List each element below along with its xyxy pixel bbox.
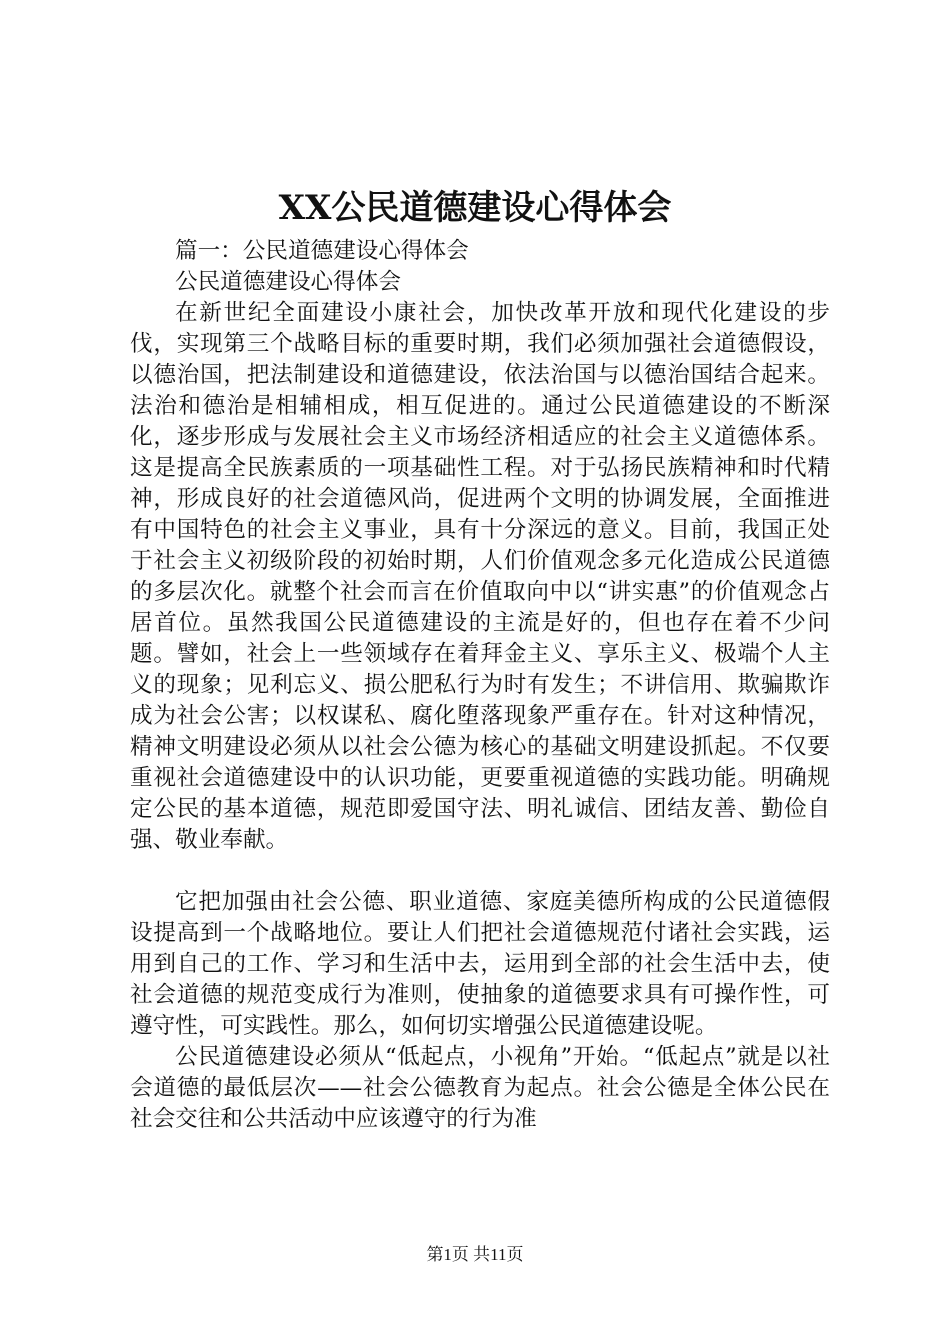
body-paragraph-2: 它把加强由社会公德、职业道德、家庭美德所构成的公民道德假设提高到一个战略地位。要让人们把社会道德规范付诸社会实践，运用到自己的工作、学习和生活中去，运用到全部的社会生活中去，使社会道德的规范变成行为准则，使抽象的道德要求具有可操作性，可遵守性，可实践性。那么，如何切实增强公民道德建设呢。 [130, 889, 830, 1039]
section-heading: 篇一：公民道德建设心得体会 [175, 238, 469, 264]
body-paragraph-3: 公民道德建设必须从“低起点，小视角”开始。“低起点”就是以社会道德的最低层次——社会公德教育为起点。社会公德是全体公民在社会交往和公共活动中应该遵守的行为准 [130, 1044, 830, 1132]
document-title: XX公民道德建设心得体会 [278, 188, 672, 228]
body-paragraph-1: 在新世纪全面建设小康社会，加快改革开放和现代化建设的步伐，实现第三个战略目标的重要时期，我们必须加强社会道德假设，以德治国，把法制建设和道德建设，依法治国与以德治国结合起来。法治和德治是相辅相成，相互促进的。通过公民道德建设的不断深化，逐步形成与发展社会主义市场经济相适应的社会主义道德体系。这是提高全民族素质的一项基础性工程。对于弘扬民族精神和时代精神，形成良好的社会道德风尚，促进两个文明的协调发展，全面推进有中国特色的社会主义事业，具有十分深远的意义。目前，我国正处于社会主义初级阶段的初始时期，人们价值观念多元化造成公民道德的多层次化。就整个社会而言在价值取向中以“讲实惠”的价值观念占居首位。虽然我国公民道德建设的主流是好的，但也存在着不少问题。譬如，社会上一些领域存在着拜金主义、享乐主义、极端个人主义的现象；见利忘义、损公肥私行为时有发生；不讲信用、欺骗欺诈成为社会公害；以权谋私、腐化堕落现象严重存在。针对这种情况，精神文明建设必须从以社会公德为核心的基础文明建设抓起。不仅要重视社会道德建设中的认识功能，更要重视道德的实践功能。明确规定公民的基本道德，规范即爱国守法、明礼诚信、团结友善、勤俭自强、敬业奉献。 [130, 300, 830, 853]
page-footer: 第1页 共11页 [426, 1245, 524, 1264]
paragraph-gap [130, 856, 830, 887]
document-body [130, 236, 830, 1135]
section-subheading: 公民道德建设心得体会 [175, 269, 401, 295]
